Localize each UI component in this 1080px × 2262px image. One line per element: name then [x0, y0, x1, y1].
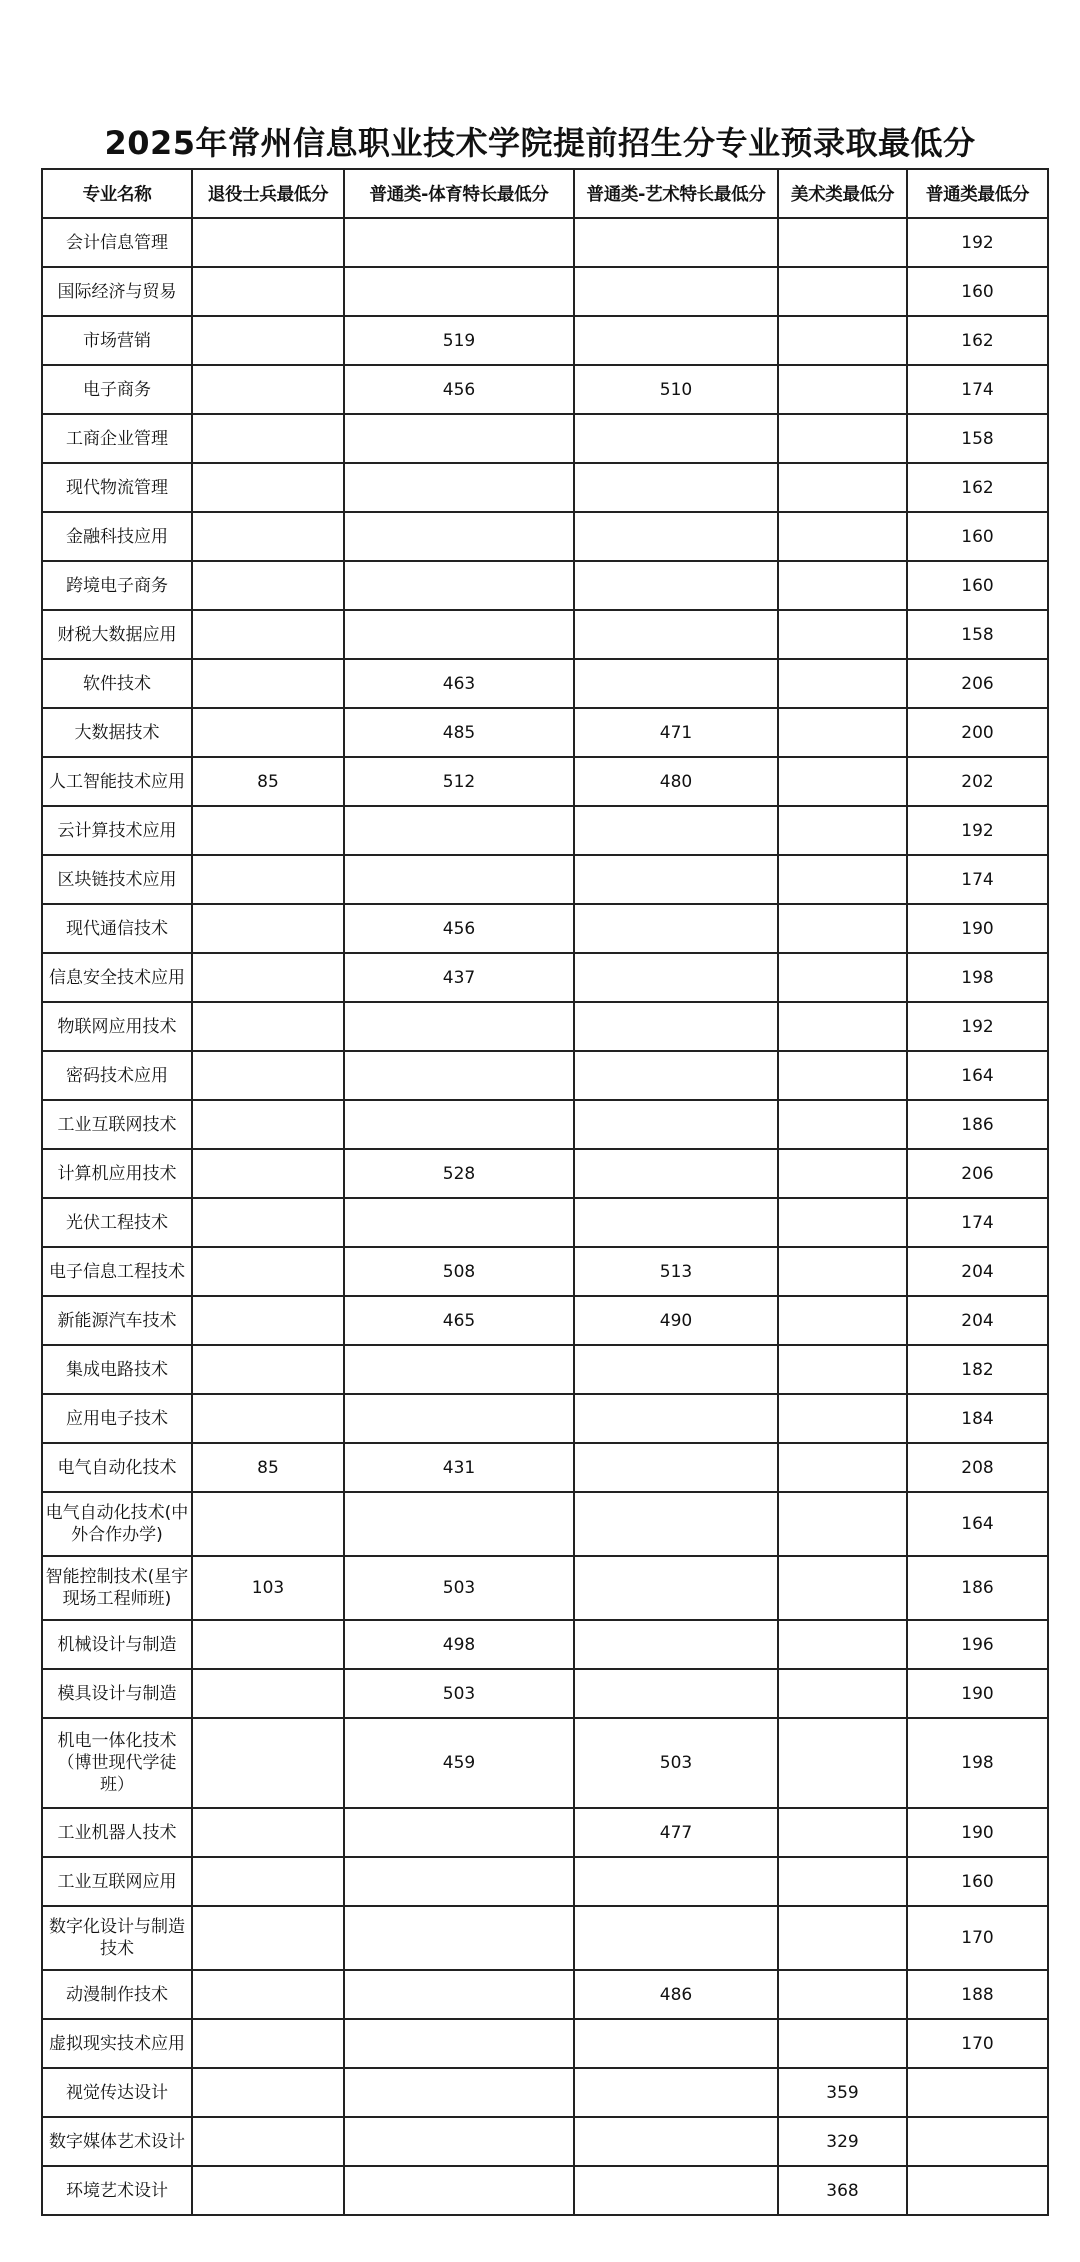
sports-score-cell: 431: [344, 1443, 574, 1492]
general-score-cell: 190: [907, 1669, 1048, 1718]
fine-arts-score-cell: [778, 1394, 907, 1443]
arts-score-cell: [574, 1345, 778, 1394]
table-row: [42, 218, 1048, 267]
sports-score-cell: 528: [344, 1149, 574, 1198]
table-row: [42, 2166, 1048, 2215]
general-score-cell: 184: [907, 1394, 1048, 1443]
veteran-score-cell: [192, 316, 344, 365]
major-name-cell: 软件技术: [42, 659, 192, 708]
table-row: [42, 904, 1048, 953]
major-name-cell: 虚拟现实技术应用: [42, 2019, 192, 2068]
table-row: [42, 463, 1048, 512]
table-row: [42, 806, 1048, 855]
veteran-score-cell: 85: [192, 757, 344, 806]
arts-score-cell: [574, 267, 778, 316]
fine-arts-score-cell: [778, 1556, 907, 1620]
fine-arts-score-cell: [778, 1149, 907, 1198]
sports-score-cell: [344, 463, 574, 512]
table-row: [42, 1669, 1048, 1718]
fine-arts-score-cell: [778, 659, 907, 708]
major-name-cell: 区块链技术应用: [42, 855, 192, 904]
arts-score-cell: [574, 414, 778, 463]
major-name-cell: 数字媒体艺术设计: [42, 2117, 192, 2166]
arts-score-cell: [574, 1443, 778, 1492]
header-fine-arts: 美术类最低分: [778, 169, 907, 218]
fine-arts-score-cell: [778, 414, 907, 463]
table-row: [42, 1247, 1048, 1296]
general-score-cell: 158: [907, 610, 1048, 659]
sports-score-cell: [344, 512, 574, 561]
table-row: [42, 1556, 1048, 1620]
major-name-cell: 视觉传达设计: [42, 2068, 192, 2117]
sports-score-cell: [344, 1198, 574, 1247]
sports-score-cell: [344, 1345, 574, 1394]
fine-arts-score-cell: [778, 512, 907, 561]
table-row: [42, 1857, 1048, 1906]
arts-score-cell: [574, 855, 778, 904]
fine-arts-score-cell: [778, 1051, 907, 1100]
fine-arts-score-cell: [778, 708, 907, 757]
major-name-cell: 光伏工程技术: [42, 1198, 192, 1247]
general-score-cell: 186: [907, 1100, 1048, 1149]
arts-score-cell: [574, 1492, 778, 1556]
table-row: [42, 561, 1048, 610]
general-score-cell: 174: [907, 365, 1048, 414]
table-row: [42, 610, 1048, 659]
table-row: [42, 2068, 1048, 2117]
table-row: [42, 855, 1048, 904]
major-name-cell: 跨境电子商务: [42, 561, 192, 610]
general-score-cell: [907, 2166, 1048, 2215]
arts-score-cell: [574, 316, 778, 365]
arts-score-cell: [574, 1051, 778, 1100]
veteran-score-cell: [192, 953, 344, 1002]
table-row: [42, 1149, 1048, 1198]
sports-score-cell: [344, 1857, 574, 1906]
arts-score-cell: 480: [574, 757, 778, 806]
general-score-cell: 174: [907, 1198, 1048, 1247]
veteran-score-cell: [192, 659, 344, 708]
fine-arts-score-cell: [778, 1492, 907, 1556]
fine-arts-score-cell: [778, 1296, 907, 1345]
veteran-score-cell: [192, 1002, 344, 1051]
arts-score-cell: [574, 2068, 778, 2117]
major-name-cell: 动漫制作技术: [42, 1970, 192, 2019]
table-row: [42, 365, 1048, 414]
table-row: [42, 1051, 1048, 1100]
sports-score-cell: 508: [344, 1247, 574, 1296]
arts-score-cell: [574, 806, 778, 855]
arts-score-cell: 490: [574, 1296, 778, 1345]
veteran-score-cell: [192, 1906, 344, 1970]
fine-arts-score-cell: [778, 267, 907, 316]
sports-score-cell: [344, 855, 574, 904]
veteran-score-cell: [192, 1970, 344, 2019]
sports-score-cell: [344, 1970, 574, 2019]
table-row: [42, 1970, 1048, 2019]
general-score-cell: 198: [907, 1718, 1048, 1808]
general-score-cell: 206: [907, 659, 1048, 708]
fine-arts-score-cell: [778, 953, 907, 1002]
sports-score-cell: 485: [344, 708, 574, 757]
general-score-cell: 192: [907, 218, 1048, 267]
fine-arts-score-cell: 359: [778, 2068, 907, 2117]
arts-score-cell: [574, 1857, 778, 1906]
veteran-score-cell: [192, 1669, 344, 1718]
fine-arts-score-cell: [778, 1100, 907, 1149]
major-name-cell: 国际经济与贸易: [42, 267, 192, 316]
fine-arts-score-cell: [778, 1669, 907, 1718]
arts-score-cell: [574, 463, 778, 512]
fine-arts-score-cell: [778, 610, 907, 659]
veteran-score-cell: 85: [192, 1443, 344, 1492]
veteran-score-cell: [192, 218, 344, 267]
major-name-cell: 现代物流管理: [42, 463, 192, 512]
major-name-cell: 大数据技术: [42, 708, 192, 757]
veteran-score-cell: [192, 365, 344, 414]
arts-score-cell: [574, 1149, 778, 1198]
table-row: [42, 1345, 1048, 1394]
arts-score-cell: [574, 2019, 778, 2068]
major-name-cell: 智能控制技术(星宇现场工程师班): [42, 1556, 192, 1620]
table-row: [42, 1443, 1048, 1492]
major-name-cell: 金融科技应用: [42, 512, 192, 561]
veteran-score-cell: [192, 2117, 344, 2166]
page-title: 2025年常州信息职业技术学院提前招生分专业预录取最低分: [104, 124, 976, 162]
veteran-score-cell: [192, 2166, 344, 2215]
general-score-cell: 204: [907, 1247, 1048, 1296]
table-row: [42, 512, 1048, 561]
sports-score-cell: [344, 414, 574, 463]
arts-score-cell: [574, 610, 778, 659]
sports-score-cell: [344, 2068, 574, 2117]
major-name-cell: 电子商务: [42, 365, 192, 414]
arts-score-cell: [574, 1198, 778, 1247]
sports-score-cell: 456: [344, 904, 574, 953]
fine-arts-score-cell: [778, 316, 907, 365]
major-name-cell: 数字化设计与制造技术: [42, 1906, 192, 1970]
veteran-score-cell: [192, 512, 344, 561]
general-score-cell: 200: [907, 708, 1048, 757]
table-row: [42, 708, 1048, 757]
table-row: [42, 2117, 1048, 2166]
veteran-score-cell: [192, 806, 344, 855]
table-row: [42, 2019, 1048, 2068]
fine-arts-score-cell: [778, 218, 907, 267]
general-score-cell: 160: [907, 512, 1048, 561]
veteran-score-cell: [192, 1247, 344, 1296]
fine-arts-score-cell: [778, 904, 907, 953]
veteran-score-cell: [192, 267, 344, 316]
veteran-score-cell: [192, 561, 344, 610]
header-general: 普通类最低分: [907, 169, 1048, 218]
table-row: [42, 1100, 1048, 1149]
general-score-cell: 202: [907, 757, 1048, 806]
veteran-score-cell: [192, 1296, 344, 1345]
general-score-cell: 164: [907, 1051, 1048, 1100]
major-name-cell: 工业互联网技术: [42, 1100, 192, 1149]
veteran-score-cell: [192, 1620, 344, 1669]
fine-arts-score-cell: [778, 806, 907, 855]
veteran-score-cell: [192, 1198, 344, 1247]
arts-score-cell: 477: [574, 1808, 778, 1857]
sports-score-cell: [344, 1394, 574, 1443]
sports-score-cell: [344, 1002, 574, 1051]
fine-arts-score-cell: 329: [778, 2117, 907, 2166]
arts-score-cell: [574, 2117, 778, 2166]
veteran-score-cell: [192, 1857, 344, 1906]
arts-score-cell: [574, 561, 778, 610]
header-row: [42, 169, 1048, 218]
major-name-cell: 模具设计与制造: [42, 1669, 192, 1718]
fine-arts-score-cell: [778, 365, 907, 414]
table-row: [42, 1718, 1048, 1808]
sports-score-cell: 459: [344, 1718, 574, 1808]
major-name-cell: 财税大数据应用: [42, 610, 192, 659]
fine-arts-score-cell: [778, 1002, 907, 1051]
major-name-cell: 电气自动化技术(中外合作办学): [42, 1492, 192, 1556]
sports-score-cell: [344, 1051, 574, 1100]
major-name-cell: 云计算技术应用: [42, 806, 192, 855]
major-name-cell: 人工智能技术应用: [42, 757, 192, 806]
table-body: [42, 218, 1048, 2215]
veteran-score-cell: [192, 1051, 344, 1100]
header-sports: 普通类-体育特长最低分: [344, 169, 574, 218]
major-name-cell: 计算机应用技术: [42, 1149, 192, 1198]
sports-score-cell: [344, 2019, 574, 2068]
sports-score-cell: [344, 2117, 574, 2166]
fine-arts-score-cell: [778, 1970, 907, 2019]
general-score-cell: 174: [907, 855, 1048, 904]
score-table: [41, 168, 1049, 2216]
major-name-cell: 新能源汽车技术: [42, 1296, 192, 1345]
major-name-cell: 电气自动化技术: [42, 1443, 192, 1492]
major-name-cell: 应用电子技术: [42, 1394, 192, 1443]
sports-score-cell: [344, 806, 574, 855]
arts-score-cell: [574, 953, 778, 1002]
general-score-cell: 182: [907, 1345, 1048, 1394]
sports-score-cell: 437: [344, 953, 574, 1002]
general-score-cell: [907, 2068, 1048, 2117]
general-score-cell: 162: [907, 316, 1048, 365]
table-row: [42, 1198, 1048, 1247]
fine-arts-score-cell: [778, 1718, 907, 1808]
sports-score-cell: [344, 610, 574, 659]
general-score-cell: 170: [907, 1906, 1048, 1970]
general-score-cell: 198: [907, 953, 1048, 1002]
major-name-cell: 机电一体化技术（博世现代学徒班）: [42, 1718, 192, 1808]
sports-score-cell: 463: [344, 659, 574, 708]
arts-score-cell: 510: [574, 365, 778, 414]
arts-score-cell: [574, 1002, 778, 1051]
fine-arts-score-cell: [778, 1345, 907, 1394]
arts-score-cell: [574, 1394, 778, 1443]
general-score-cell: 158: [907, 414, 1048, 463]
arts-score-cell: [574, 512, 778, 561]
fine-arts-score-cell: [778, 757, 907, 806]
fine-arts-score-cell: [778, 1247, 907, 1296]
fine-arts-score-cell: [778, 561, 907, 610]
sports-score-cell: 503: [344, 1556, 574, 1620]
table-row: [42, 267, 1048, 316]
arts-score-cell: 486: [574, 1970, 778, 2019]
general-score-cell: 160: [907, 267, 1048, 316]
sports-score-cell: 465: [344, 1296, 574, 1345]
veteran-score-cell: [192, 1345, 344, 1394]
arts-score-cell: 513: [574, 1247, 778, 1296]
table-row: [42, 1296, 1048, 1345]
sports-score-cell: 456: [344, 365, 574, 414]
major-name-cell: 电子信息工程技术: [42, 1247, 192, 1296]
veteran-score-cell: [192, 1149, 344, 1198]
fine-arts-score-cell: [778, 1198, 907, 1247]
sports-score-cell: [344, 2166, 574, 2215]
table-row: [42, 659, 1048, 708]
sports-score-cell: [344, 1100, 574, 1149]
arts-score-cell: [574, 218, 778, 267]
general-score-cell: 190: [907, 904, 1048, 953]
fine-arts-score-cell: [778, 1906, 907, 1970]
arts-score-cell: [574, 1906, 778, 1970]
veteran-score-cell: [192, 855, 344, 904]
arts-score-cell: [574, 904, 778, 953]
fine-arts-score-cell: [778, 2019, 907, 2068]
table-row: [42, 1002, 1048, 1051]
major-name-cell: 市场营销: [42, 316, 192, 365]
veteran-score-cell: [192, 1492, 344, 1556]
sports-score-cell: [344, 1492, 574, 1556]
general-score-cell: 196: [907, 1620, 1048, 1669]
major-name-cell: 工商企业管理: [42, 414, 192, 463]
major-name-cell: 机械设计与制造: [42, 1620, 192, 1669]
general-score-cell: 164: [907, 1492, 1048, 1556]
fine-arts-score-cell: [778, 1620, 907, 1669]
major-name-cell: 工业互联网应用: [42, 1857, 192, 1906]
fine-arts-score-cell: [778, 463, 907, 512]
major-name-cell: 信息安全技术应用: [42, 953, 192, 1002]
table-row: [42, 757, 1048, 806]
major-name-cell: 会计信息管理: [42, 218, 192, 267]
general-score-cell: 160: [907, 1857, 1048, 1906]
arts-score-cell: [574, 1669, 778, 1718]
table-row: [42, 1620, 1048, 1669]
arts-score-cell: [574, 1100, 778, 1149]
fine-arts-score-cell: [778, 1443, 907, 1492]
veteran-score-cell: [192, 2068, 344, 2117]
veteran-score-cell: [192, 1718, 344, 1808]
arts-score-cell: 503: [574, 1718, 778, 1808]
sports-score-cell: 519: [344, 316, 574, 365]
general-score-cell: 188: [907, 1970, 1048, 2019]
sports-score-cell: [344, 267, 574, 316]
general-score-cell: 208: [907, 1443, 1048, 1492]
table-row: [42, 316, 1048, 365]
veteran-score-cell: [192, 1808, 344, 1857]
veteran-score-cell: [192, 1394, 344, 1443]
fine-arts-score-cell: 368: [778, 2166, 907, 2215]
table-row: [42, 953, 1048, 1002]
table-row: [42, 1394, 1048, 1443]
general-score-cell: 170: [907, 2019, 1048, 2068]
sports-score-cell: [344, 561, 574, 610]
arts-score-cell: [574, 1620, 778, 1669]
major-name-cell: 密码技术应用: [42, 1051, 192, 1100]
major-name-cell: 现代通信技术: [42, 904, 192, 953]
sports-score-cell: [344, 1808, 574, 1857]
veteran-score-cell: [192, 463, 344, 512]
general-score-cell: 160: [907, 561, 1048, 610]
sports-score-cell: 503: [344, 1669, 574, 1718]
arts-score-cell: 471: [574, 708, 778, 757]
table-row: [42, 414, 1048, 463]
general-score-cell: 192: [907, 806, 1048, 855]
fine-arts-score-cell: [778, 1857, 907, 1906]
general-score-cell: 204: [907, 1296, 1048, 1345]
major-name-cell: 物联网应用技术: [42, 1002, 192, 1051]
table-row: [42, 1906, 1048, 1970]
fine-arts-score-cell: [778, 1808, 907, 1857]
major-name-cell: 集成电路技术: [42, 1345, 192, 1394]
veteran-score-cell: [192, 2019, 344, 2068]
major-name-cell: 工业机器人技术: [42, 1808, 192, 1857]
veteran-score-cell: [192, 1100, 344, 1149]
table-row: [42, 1808, 1048, 1857]
table-row: [42, 1492, 1048, 1556]
major-name-cell: 环境艺术设计: [42, 2166, 192, 2215]
header-veteran: 退役士兵最低分: [192, 169, 344, 218]
fine-arts-score-cell: [778, 855, 907, 904]
arts-score-cell: [574, 2166, 778, 2215]
sports-score-cell: [344, 218, 574, 267]
sports-score-cell: 498: [344, 1620, 574, 1669]
sports-score-cell: 512: [344, 757, 574, 806]
sports-score-cell: [344, 1906, 574, 1970]
header-arts: 普通类-艺术特长最低分: [574, 169, 778, 218]
veteran-score-cell: [192, 904, 344, 953]
general-score-cell: [907, 2117, 1048, 2166]
header-major: 专业名称: [42, 169, 192, 218]
veteran-score-cell: [192, 414, 344, 463]
general-score-cell: 162: [907, 463, 1048, 512]
arts-score-cell: [574, 1556, 778, 1620]
veteran-score-cell: [192, 610, 344, 659]
general-score-cell: 192: [907, 1002, 1048, 1051]
arts-score-cell: [574, 659, 778, 708]
general-score-cell: 206: [907, 1149, 1048, 1198]
general-score-cell: 186: [907, 1556, 1048, 1620]
veteran-score-cell: 103: [192, 1556, 344, 1620]
veteran-score-cell: [192, 708, 344, 757]
general-score-cell: 190: [907, 1808, 1048, 1857]
